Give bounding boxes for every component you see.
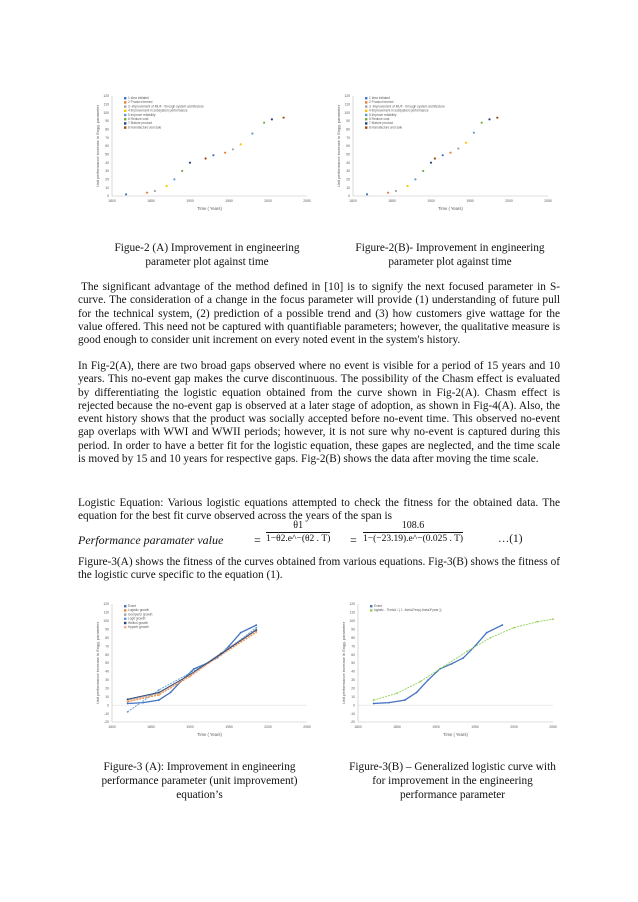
data-point	[442, 154, 444, 156]
y-tick-label: 30	[105, 678, 109, 683]
data-point	[158, 689, 160, 691]
y-tick-label: 10	[346, 185, 350, 190]
y-tick-label: 120	[103, 602, 109, 607]
legend-marker	[124, 122, 126, 124]
legend-marker	[124, 97, 126, 99]
legend-marker	[124, 126, 126, 128]
x-tick-label: 2050	[303, 725, 311, 729]
y-tick-label: 30	[351, 678, 355, 683]
legend-entry: Event	[128, 604, 137, 608]
legend-marker	[370, 605, 372, 607]
legend-marker	[124, 605, 126, 607]
legend-marker	[370, 609, 372, 611]
data-point	[373, 699, 375, 701]
data-point	[422, 170, 424, 172]
data-point	[488, 118, 490, 120]
legend-marker	[124, 114, 126, 116]
y-tick-label: 20	[346, 177, 350, 182]
data-point	[552, 618, 554, 620]
legend-entry: 8 manufacture and sale	[369, 125, 403, 130]
fraction-1-denominator: 1−θ2.e^−(θ2 . T)	[266, 534, 331, 544]
data-point	[158, 699, 160, 701]
figure-3b-svg	[330, 598, 560, 742]
y-tick-label: 50	[346, 152, 350, 157]
legend-marker	[365, 114, 367, 116]
legend-entry: 2 Product formed	[369, 100, 394, 105]
figure-2b-caption: Figure-2(B)- Improvement in engineering parameter plot against time	[355, 242, 545, 268]
equation-fraction-2	[363, 520, 463, 544]
legend-marker	[365, 122, 367, 124]
x-tick-label: 1800	[108, 199, 116, 203]
x-tick-label: 2000	[264, 725, 272, 729]
legend-marker	[124, 613, 126, 615]
data-point	[387, 192, 389, 194]
data-point	[189, 672, 191, 674]
legend-marker	[124, 118, 126, 120]
legend-entry: 6 Reduce cost	[128, 117, 149, 121]
y-axis-title: Unit performance increase in Engg. parameter	[341, 621, 346, 705]
data-point	[416, 692, 418, 694]
x-tick-label: 1950	[466, 199, 474, 203]
y-tick-label: 80	[346, 127, 350, 132]
data-point	[220, 653, 222, 655]
x-tick-label: 1950	[471, 725, 479, 729]
data-point	[220, 655, 222, 657]
series-line	[128, 625, 257, 703]
data-point	[396, 692, 398, 694]
data-point	[481, 122, 483, 124]
y-tick-label: 50	[105, 152, 109, 157]
data-point	[404, 699, 406, 701]
paragraph-4: Figure-3(A) shows the fitness of the curves obtained from various equations. Fig-3(B) shows the fitness of the logistic curve specific to the equation (1).	[78, 556, 560, 582]
x-tick-label: 2050	[303, 199, 311, 203]
legend-entry: 5 Improve reliability	[128, 112, 156, 117]
data-point	[451, 663, 453, 665]
x-tick-label: 1900	[186, 199, 194, 203]
fraction-2-denominator: 1−(−23.19).e^−(0.025 . T)	[363, 534, 464, 544]
series-line	[374, 619, 553, 700]
y-tick-label: 30	[105, 169, 109, 174]
y-tick-label: 30	[346, 169, 350, 174]
y-tick-label: 100	[344, 110, 350, 115]
legend-marker	[365, 126, 367, 128]
y-tick-label: 40	[346, 160, 350, 165]
x-tick-label: 2050	[549, 725, 557, 729]
x-tick-label: 1900	[432, 725, 440, 729]
legend-marker	[365, 105, 367, 107]
y-tick-label: 70	[105, 135, 109, 140]
data-point	[430, 162, 432, 164]
y-tick-label: 110	[103, 610, 109, 615]
figure-2b-svg	[325, 90, 555, 215]
legend-marker	[365, 101, 367, 103]
figure-2a-caption: Figue-2 (A) Improvement in engineering parameter plot against time	[114, 242, 300, 268]
equation-number: …(1)	[498, 533, 523, 545]
data-point	[457, 147, 459, 149]
data-point	[193, 668, 195, 670]
legend-entry: Hyperb growth	[128, 625, 149, 629]
x-tick-label: 1800	[108, 725, 116, 729]
y-tick-label: 100	[103, 619, 109, 624]
data-point	[263, 122, 265, 124]
series-line	[128, 629, 257, 700]
fraction-1-numerator: θ1	[266, 520, 330, 533]
y-tick-label: 10	[105, 694, 109, 699]
legend-entry: 1 Idea Initiated	[128, 96, 149, 100]
y-tick-label: 60	[351, 652, 355, 657]
data-point	[490, 637, 492, 639]
figure-3a-caption: Figure-3 (A): Improvement in engineering performance parameter (unit improvement) equation’s	[101, 761, 298, 801]
paragraph-2: In Fig-2(A), there are two broad gaps observed where no event is visible for a period of 15 years and 10 years. This no-event gap makes the curve discontinuous. The possibility of the Chasm effect is evaluated by differentiating the logistic equation obtained from the curve shown in Fig-2(A). Chasm effect is rejected because the no-event gap is observed at a later stage of adoption, as shown in Fig-4(A). Also, the event history shows that the product was socially accepted before no-event time. This observed no-event gap overlaps with WWI and WWII periods; however, it is not sure why no-event is captured during this period. In order to have a better fit for the logistic equation, these gapes are neglected, and the time scale is moved by 15 and 10 years for respective gaps. Fig-2(B) shows the data after moving the time scale.	[78, 360, 560, 466]
data-point	[127, 703, 129, 705]
y-tick-label: 80	[105, 127, 109, 132]
figure-3a-chart	[84, 598, 314, 742]
y-tick-label: -10	[350, 711, 355, 716]
y-tick-label: 0	[348, 194, 350, 199]
legend-marker	[124, 622, 126, 624]
series-line	[128, 630, 257, 699]
legend-entry: 3 -Improvement of MUF - through system architecture	[128, 104, 204, 109]
y-tick-label: 120	[103, 94, 109, 99]
equation-lhs: Performance paramater value	[78, 533, 224, 547]
y-tick-label: 70	[105, 644, 109, 649]
data-point	[420, 681, 422, 683]
legend-entry: 1 Idea Initiated	[369, 96, 390, 100]
data-point	[513, 627, 515, 629]
y-tick-label: 20	[351, 686, 355, 691]
y-tick-label: 0	[353, 703, 355, 708]
data-point	[395, 190, 397, 192]
data-point	[465, 142, 467, 144]
data-point	[501, 624, 503, 626]
y-tick-label: -20	[350, 720, 355, 725]
legend-entry: 4 Improvement in subsystem performance	[128, 108, 188, 113]
equation-equals-2: =	[350, 533, 357, 547]
y-tick-label: 110	[344, 102, 350, 107]
y-axis-title: Unit performance increase in Engg. parameter	[95, 104, 100, 188]
data-point	[142, 702, 144, 704]
data-point	[486, 632, 488, 634]
data-point	[125, 193, 127, 195]
y-tick-label: 40	[105, 669, 109, 674]
data-point	[240, 632, 242, 634]
legend-marker	[124, 110, 126, 112]
series-line	[374, 625, 503, 703]
y-tick-label: 40	[351, 669, 355, 674]
data-point	[255, 632, 257, 634]
y-tick-label: 70	[346, 135, 350, 140]
figure-2a-chart	[84, 90, 314, 215]
data-point	[407, 185, 409, 187]
data-point	[224, 152, 226, 154]
y-tick-label: 0	[107, 194, 109, 199]
figure-2a-svg	[84, 90, 314, 215]
data-point	[496, 117, 498, 119]
legend-marker	[124, 101, 126, 103]
data-point	[158, 692, 160, 694]
legend-entry: logistic - Theta1 / ( 1 -theta2*exp(-theta3*year ))	[374, 608, 442, 613]
y-tick-label: 90	[105, 119, 109, 124]
fraction-2-numerator: 108.6	[363, 520, 463, 533]
data-point	[414, 178, 416, 180]
y-tick-label: 110	[349, 610, 355, 615]
data-point	[283, 117, 285, 119]
y-tick-label: -20	[104, 720, 109, 725]
x-tick-label: 1950	[225, 199, 233, 203]
data-point	[466, 650, 468, 652]
legend-entry: Logit growth	[128, 616, 146, 621]
paragraph-1: The significant advantage of the method defined in [10] is to signify the next focused parameter in S-curve. The consideration of a change in the focus parameter will provide (1) understanding of future pull for the technical system, (2) prediction of a possible trend and (3) how customers give wattage for the value offered. This need not be captured with quantifiable parameters; however, the qualitative measure is good enough to consider unit increment on every noted event in the system's history.	[78, 281, 560, 347]
y-tick-label: 100	[349, 619, 355, 624]
legend-marker	[124, 609, 126, 611]
y-tick-label: 0	[107, 703, 109, 708]
legend-entry: Event	[374, 604, 383, 608]
data-point	[443, 665, 445, 667]
data-point	[170, 692, 172, 694]
x-tick-label: 2000	[264, 199, 272, 203]
legend-marker	[124, 105, 126, 107]
data-point	[449, 152, 451, 154]
x-tick-label: 1850	[388, 199, 396, 203]
legend-marker	[124, 618, 126, 620]
data-point	[154, 190, 156, 192]
x-tick-label: 1850	[147, 199, 155, 203]
y-tick-label: 120	[349, 602, 355, 607]
y-tick-label: 70	[351, 644, 355, 649]
data-point	[388, 702, 390, 704]
data-point	[127, 700, 129, 702]
y-tick-label: 20	[105, 686, 109, 691]
data-point	[189, 162, 191, 164]
y-tick-label: 100	[103, 110, 109, 115]
figure-3b-chart	[330, 598, 560, 742]
equation-1	[78, 520, 568, 560]
x-tick-label: 1900	[186, 725, 194, 729]
x-tick-label: 2000	[510, 725, 518, 729]
data-point	[127, 698, 129, 700]
figure-3a-svg	[84, 598, 314, 742]
equation-equals-1: =	[254, 533, 261, 547]
data-point	[166, 185, 168, 187]
legend-entry: 3 -Improvement of MUF - through system architecture	[369, 104, 445, 109]
data-point	[146, 192, 148, 194]
y-tick-label: 110	[103, 102, 109, 107]
data-point	[232, 148, 234, 150]
x-axis-title: Time ( Years)	[443, 732, 468, 737]
legend-entry: 4 Improvement in subsystem performance	[369, 108, 429, 113]
data-point	[271, 118, 273, 120]
data-point	[205, 157, 207, 159]
data-point	[427, 679, 429, 681]
y-tick-label: 120	[344, 94, 350, 99]
x-axis-title: Time ( Years)	[438, 206, 463, 211]
legend-entry: 6 Reduce cost	[369, 117, 390, 121]
data-point	[537, 621, 539, 623]
legend-marker	[365, 110, 367, 112]
equation-fraction-1	[266, 520, 330, 544]
legend-entry: 7 Mature product	[369, 121, 394, 126]
x-tick-label: 2050	[544, 199, 552, 203]
data-point	[127, 711, 129, 713]
x-tick-label: 1850	[147, 725, 155, 729]
x-axis-title: Time ( Years)	[197, 732, 222, 737]
y-tick-label: 50	[351, 661, 355, 666]
data-point	[173, 178, 175, 180]
figure-3b-caption: Figure-3(B) – Generalized logistic curve with for improvement in the engineering performance parameter	[349, 761, 556, 801]
y-tick-label: 60	[105, 144, 109, 149]
data-point	[255, 627, 257, 629]
y-tick-label: 90	[351, 627, 355, 632]
legend-entry: Weibul growth	[128, 620, 149, 625]
data-point	[373, 703, 375, 705]
data-point	[240, 143, 242, 145]
legend-entry: 5 Improve reliability	[369, 112, 397, 117]
data-point	[255, 624, 257, 626]
y-tick-label: 50	[105, 661, 109, 666]
legend-marker	[365, 97, 367, 99]
data-point	[462, 657, 464, 659]
legend-entry: Gompertz growth	[128, 612, 153, 617]
x-tick-label: 2000	[505, 199, 513, 203]
y-tick-label: 10	[351, 694, 355, 699]
data-point	[212, 154, 214, 156]
y-tick-label: 90	[105, 627, 109, 632]
data-point	[473, 132, 475, 134]
series-line	[128, 628, 257, 712]
x-tick-label: 1950	[225, 725, 233, 729]
data-point	[189, 675, 191, 677]
x-tick-label: 1800	[349, 199, 357, 203]
y-axis-title: Unit performance increase in Engg. parameter	[95, 621, 100, 705]
data-point	[255, 629, 257, 631]
data-point	[434, 157, 436, 159]
paragraph-3: Logistic Equation: Various logistic equations attempted to check the fitness for the obtained data. The equation for the best fit curve observed across the years of the span is	[78, 497, 560, 523]
legend-marker	[365, 118, 367, 120]
data-point	[158, 693, 160, 695]
data-point	[366, 193, 368, 195]
y-tick-label: 40	[105, 160, 109, 165]
legend-entry: 7 Mature product	[128, 121, 153, 126]
y-tick-label: 20	[105, 177, 109, 182]
data-point	[181, 170, 183, 172]
legend-marker	[124, 626, 126, 628]
y-tick-label: 10	[105, 185, 109, 190]
y-tick-label: -10	[104, 711, 109, 716]
y-tick-label: 90	[346, 119, 350, 124]
data-point	[251, 132, 253, 134]
y-tick-label: 80	[105, 635, 109, 640]
x-tick-label: 1850	[393, 725, 401, 729]
y-tick-label: 60	[346, 144, 350, 149]
x-axis-title: Time ( Years)	[197, 206, 222, 211]
y-axis-title: Unit performance increase in Engg. parameter	[336, 104, 341, 188]
y-tick-label: 80	[351, 635, 355, 640]
legend-entry: 2 Product formed	[128, 100, 153, 105]
x-tick-label: 1900	[427, 199, 435, 203]
legend-entry: Logistic growth	[128, 608, 150, 613]
figure-2b-chart	[325, 90, 555, 215]
legend-entry: 8 manufacture and sale	[128, 125, 162, 130]
y-tick-label: 60	[105, 652, 109, 657]
x-tick-label: 1800	[354, 725, 362, 729]
